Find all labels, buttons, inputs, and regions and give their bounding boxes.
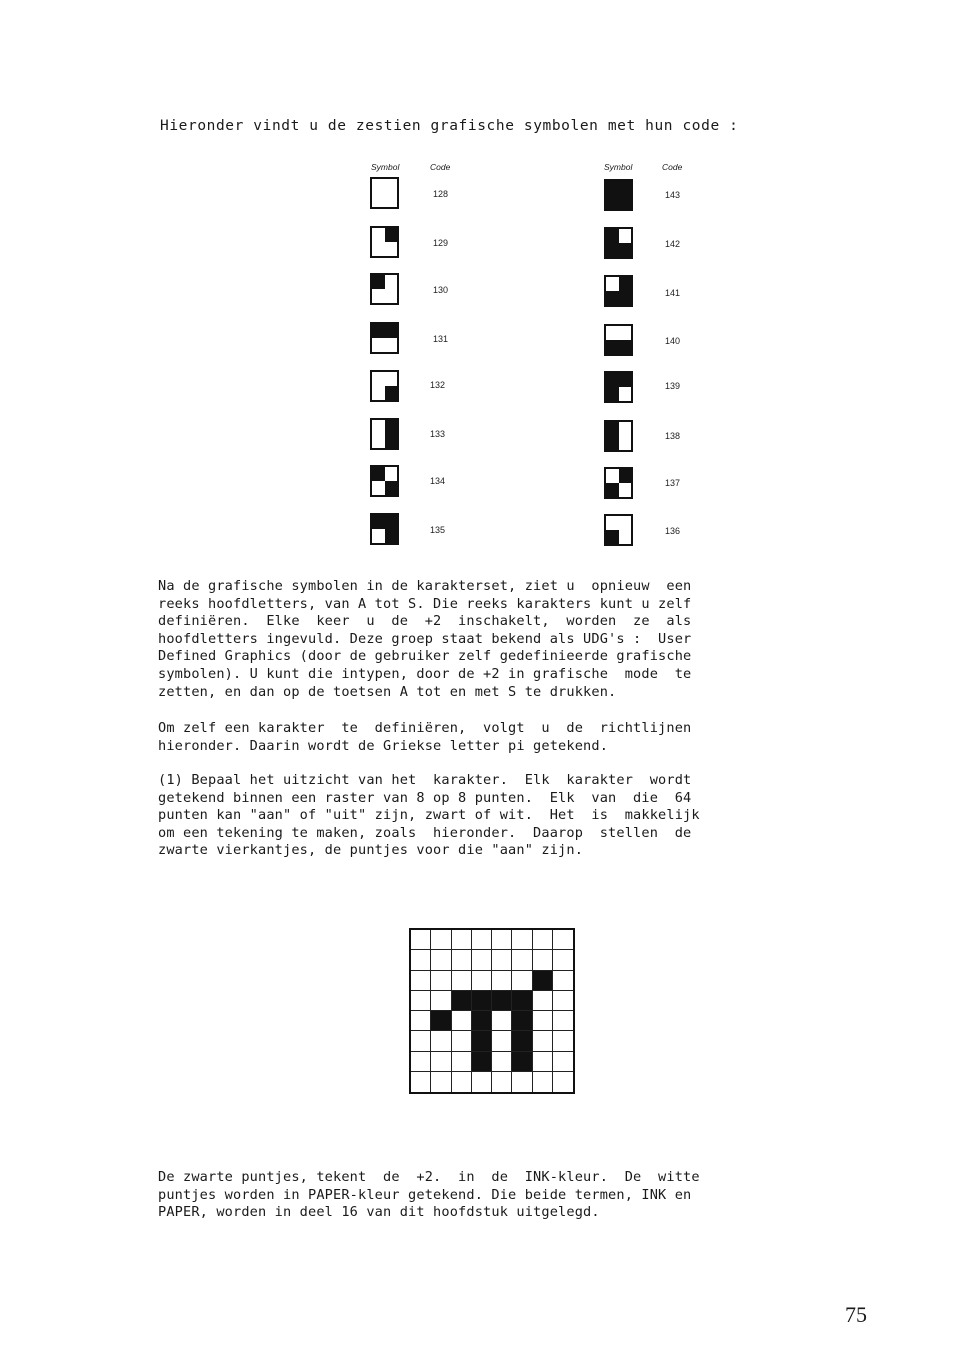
- symbol-code: 135: [430, 525, 446, 535]
- grid-cell-off: [452, 950, 472, 970]
- symbol-code: 141: [665, 288, 681, 298]
- grid-cell-off: [431, 1052, 451, 1072]
- paragraph-udg-intro: Na de grafische symbolen in de karakterset, ziet u opnieuw een reeks hoofdletters, van A tot S. Die reeks karakters kunt u zelf definiëren. Elke keer u de +2 inschakelt, worden ze als hoofdletters ingevuld. Deze groep staat bekend als UDG's : User Defined Graphics (door de gebruiker zelf gedefinieerde grafische symbolen). U kunt die intypen, door de +2 in grafische mode te zetten, en dan op de toetsen A tot en met S te drukken.: [158, 578, 692, 700]
- graphic-symbol: [370, 418, 399, 450]
- grid-cell-off: [472, 930, 492, 950]
- grid-cell-on: [472, 991, 492, 1011]
- grid-cell-off: [411, 950, 431, 970]
- graphic-symbol: [604, 420, 633, 452]
- grid-cell-off: [533, 1052, 553, 1072]
- grid-cell-off: [411, 991, 431, 1011]
- grid-cell-off: [492, 930, 512, 950]
- grid-cell-off: [533, 1011, 553, 1031]
- grid-cell-off: [512, 930, 532, 950]
- symbol-code: 129: [433, 238, 449, 248]
- grid-cell-off: [533, 991, 553, 1011]
- grid-cell-off: [492, 1031, 512, 1051]
- grid-cell-on: [452, 991, 472, 1011]
- graphic-symbol: [604, 275, 633, 307]
- paragraph-ink-paper: De zwarte puntjes, tekent de +2. in de INK-kleur. De witte puntjes worden in PAPER-kleur getekend. Die beide termen, INK en PAPER, worden in deel 16 van dit hoofdstuk uitgelegd.: [158, 1169, 700, 1221]
- grid-cell-off: [452, 1031, 472, 1051]
- symbol-code: 133: [430, 429, 446, 439]
- grid-cell-on: [533, 971, 553, 991]
- grid-cell-off: [553, 950, 573, 970]
- grid-cell-off: [492, 1072, 512, 1092]
- graphic-symbol: [370, 370, 399, 402]
- grid-cell-off: [411, 1052, 431, 1072]
- graphic-symbol: [604, 371, 633, 403]
- grid-cell-off: [553, 1072, 573, 1092]
- grid-cell-on: [472, 1052, 492, 1072]
- symbol-code: 143: [665, 190, 681, 200]
- graphic-symbol: [604, 467, 633, 499]
- grid-cell-off: [553, 1011, 573, 1031]
- pi-character-grid: [409, 928, 575, 1094]
- grid-cell-off: [411, 930, 431, 950]
- grid-cell-off: [472, 971, 492, 991]
- symbol-code: 132: [430, 380, 446, 390]
- grid-cell-on: [512, 991, 532, 1011]
- grid-cell-off: [431, 1031, 451, 1051]
- graphic-symbol: [604, 324, 633, 356]
- grid-cell-off: [553, 991, 573, 1011]
- grid-cell-off: [472, 950, 492, 970]
- grid-cell-on: [492, 991, 512, 1011]
- grid-cell-on: [472, 1011, 492, 1031]
- right-code-header: Code: [662, 162, 683, 172]
- symbol-code: 140: [665, 336, 681, 346]
- left-code-header: Code: [430, 162, 451, 172]
- symbol-code: 142: [665, 239, 681, 249]
- graphic-symbol: [604, 227, 633, 259]
- grid-cell-off: [411, 1031, 431, 1051]
- graphic-symbol: [370, 465, 399, 497]
- grid-cell-off: [411, 1072, 431, 1092]
- right-symbol-header: Symbol: [604, 162, 633, 172]
- grid-cell-off: [431, 971, 451, 991]
- grid-cell-off: [512, 1072, 532, 1092]
- page-number: 75: [845, 1302, 867, 1327]
- grid-cell-off: [533, 1072, 553, 1092]
- graphic-symbol: [604, 514, 633, 546]
- grid-cell-off: [452, 1011, 472, 1031]
- symbol-code: 137: [665, 478, 681, 488]
- grid-cell-off: [533, 930, 553, 950]
- graphic-symbol: [604, 179, 633, 211]
- paragraph-define-character: Om zelf een karakter te definiëren, volgt u de richtlijnen hieronder. Daarin wordt de Griekse letter pi getekend.: [158, 720, 692, 754]
- graphic-symbol: [370, 226, 399, 258]
- intro-text: Hieronder vindt u de zestien grafische symbolen met hun code :: [160, 118, 739, 134]
- grid-cell-off: [452, 971, 472, 991]
- grid-cell-off: [452, 1052, 472, 1072]
- grid-cell-off: [533, 1031, 553, 1051]
- symbol-code: 128: [433, 189, 449, 199]
- symbol-code: 136: [665, 526, 681, 536]
- graphic-symbol: [370, 322, 399, 354]
- grid-cell-off: [533, 950, 553, 970]
- grid-cell-off: [431, 950, 451, 970]
- left-symbol-header: Symbol: [371, 162, 400, 172]
- grid-cell-off: [553, 930, 573, 950]
- grid-cell-off: [492, 971, 512, 991]
- graphic-symbol: [370, 513, 399, 545]
- grid-cell-off: [411, 971, 431, 991]
- grid-cell-off: [492, 950, 512, 970]
- grid-cell-on: [512, 1052, 532, 1072]
- grid-cell-off: [452, 930, 472, 950]
- grid-cell-off: [553, 1052, 573, 1072]
- paragraph-step-1: (1) Bepaal het uitzicht van het karakter. Elk karakter wordt getekend binnen een raster van 8 op 8 punten. Elk van die 64 punten kan "aan" of "uit" zijn, zwart of wit. Het is makkelijk om een tekening te maken, zoals hieronder. Daarop stellen de zwarte vierkantjes, de puntjes voor die "aan" zijn.: [158, 772, 700, 859]
- grid-cell-off: [431, 991, 451, 1011]
- symbol-code: 131: [433, 334, 449, 344]
- grid-cell-off: [512, 971, 532, 991]
- grid-cell-off: [411, 1011, 431, 1031]
- symbol-code: 138: [665, 431, 681, 441]
- grid-cell-off: [492, 1052, 512, 1072]
- graphic-symbol: [370, 177, 399, 209]
- grid-cell-off: [472, 1072, 492, 1092]
- graphic-symbol: [370, 273, 399, 305]
- grid-cell-off: [512, 950, 532, 970]
- grid-cell-on: [472, 1031, 492, 1051]
- symbol-code: 139: [665, 381, 681, 391]
- grid-cell-off: [452, 1072, 472, 1092]
- grid-cell-on: [512, 1011, 532, 1031]
- symbol-code: 134: [430, 476, 446, 486]
- grid-cell-off: [431, 1072, 451, 1092]
- symbol-code: 130: [433, 285, 449, 295]
- grid-cell-on: [512, 1031, 532, 1051]
- grid-cell-off: [492, 1011, 512, 1031]
- grid-cell-on: [431, 1011, 451, 1031]
- grid-cell-off: [553, 1031, 573, 1051]
- grid-cell-off: [431, 930, 451, 950]
- grid-cell-off: [553, 971, 573, 991]
